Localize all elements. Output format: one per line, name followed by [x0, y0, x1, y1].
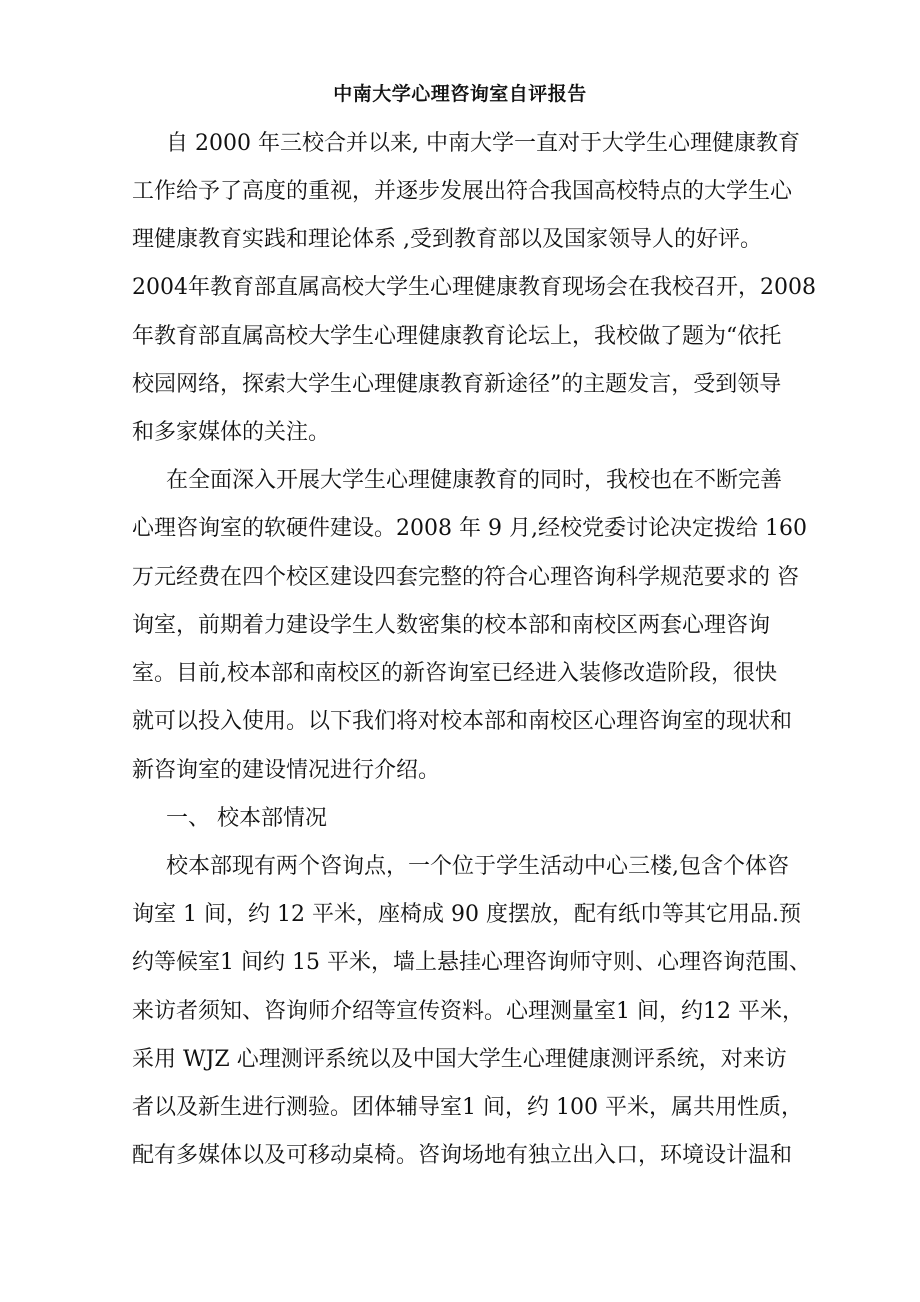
- paragraph-2-line-5: 室。目前,校本部和南校区的新咨询室已经进入装修改造阶段，很快: [132, 661, 777, 686]
- paragraph-2-line-1: 在全面深入开展大学生心理健康教育的同时，我校也在不断完善: [166, 468, 783, 493]
- paragraph-4-line-6: 者以及新生进行测验。团体辅导室1 间，约 100 平米，属共用性质，: [132, 1095, 803, 1120]
- paragraph-4-line-7: 配有多媒体以及可移动桌椅。咨询场地有独立出入口，环境设计温和: [132, 1143, 793, 1168]
- paragraph-1-line-3: 理健康教育实践和理论体系 ,受到教育部以及国家领导人的好评。: [132, 227, 762, 252]
- paragraph-4-line-3: 约等候室1 间约 15 平米，墙上悬挂心理咨询师守则、心理咨询范围、: [132, 950, 811, 975]
- paragraph-1-line-1: 自 2000 年三校合并以来, 中南大学一直对于大学生心理健康教育: [166, 131, 800, 156]
- section-heading: 一、 校本部情况: [166, 806, 327, 831]
- document-title: 中南大学心理咨询室自评报告: [333, 83, 587, 105]
- paragraph-1-line-5: 年教育部直属高校大学生心理健康教育论坛上，我校做了题为“依托: [132, 324, 782, 349]
- paragraph-1-line-2: 工作给予了高度的重视，并逐步发展出符合我国高校特点的大学生心: [132, 179, 793, 204]
- paragraph-1-line-6: 校园网络，探索大学生心理健康教育新途径”的主题发言，受到领导: [132, 372, 782, 397]
- paragraph-4-line-4: 来访者须知、咨询师介绍等宣传资料。心理测量室1 间，约12 平米，: [132, 999, 804, 1024]
- paragraph-4-line-5: 采用 WJZ 心理测评系统以及中国大学生心理健康测评系统，对来访: [132, 1047, 787, 1072]
- paragraph-2-line-6: 就可以投入使用。以下我们将对校本部和南校区心理咨询室的现状和: [132, 709, 793, 734]
- paragraph-2-line-2: 心理咨询室的软硬件建设。2008 年 9 月,经校党委讨论决定拨给 160: [132, 516, 807, 541]
- paragraph-4-line-2: 询室 1 间，约 12 平米，座椅成 90 度摆放，配有纸巾等其它用品.预: [132, 902, 801, 927]
- paragraph-1-line-4: 2004年教育部直属高校大学生心理健康教育现场会在我校召开，2008: [132, 275, 816, 300]
- paragraph-2-line-4: 询室，前期着力建设学生人数密集的校本部和南校区两套心理咨询: [132, 613, 771, 638]
- paragraph-1-line-7: 和多家媒体的关注。: [132, 420, 331, 445]
- paragraph-4-line-1: 校本部现有两个咨询点，一个位于学生活动中心三楼,包含个体咨: [166, 854, 789, 879]
- paragraph-2-line-7: 新咨询室的建设情况进行介绍。: [132, 758, 441, 783]
- paragraph-2-line-3: 万元经费在四个校区建设四套完整的符合心理咨询科学规范要求的 咨: [132, 565, 799, 590]
